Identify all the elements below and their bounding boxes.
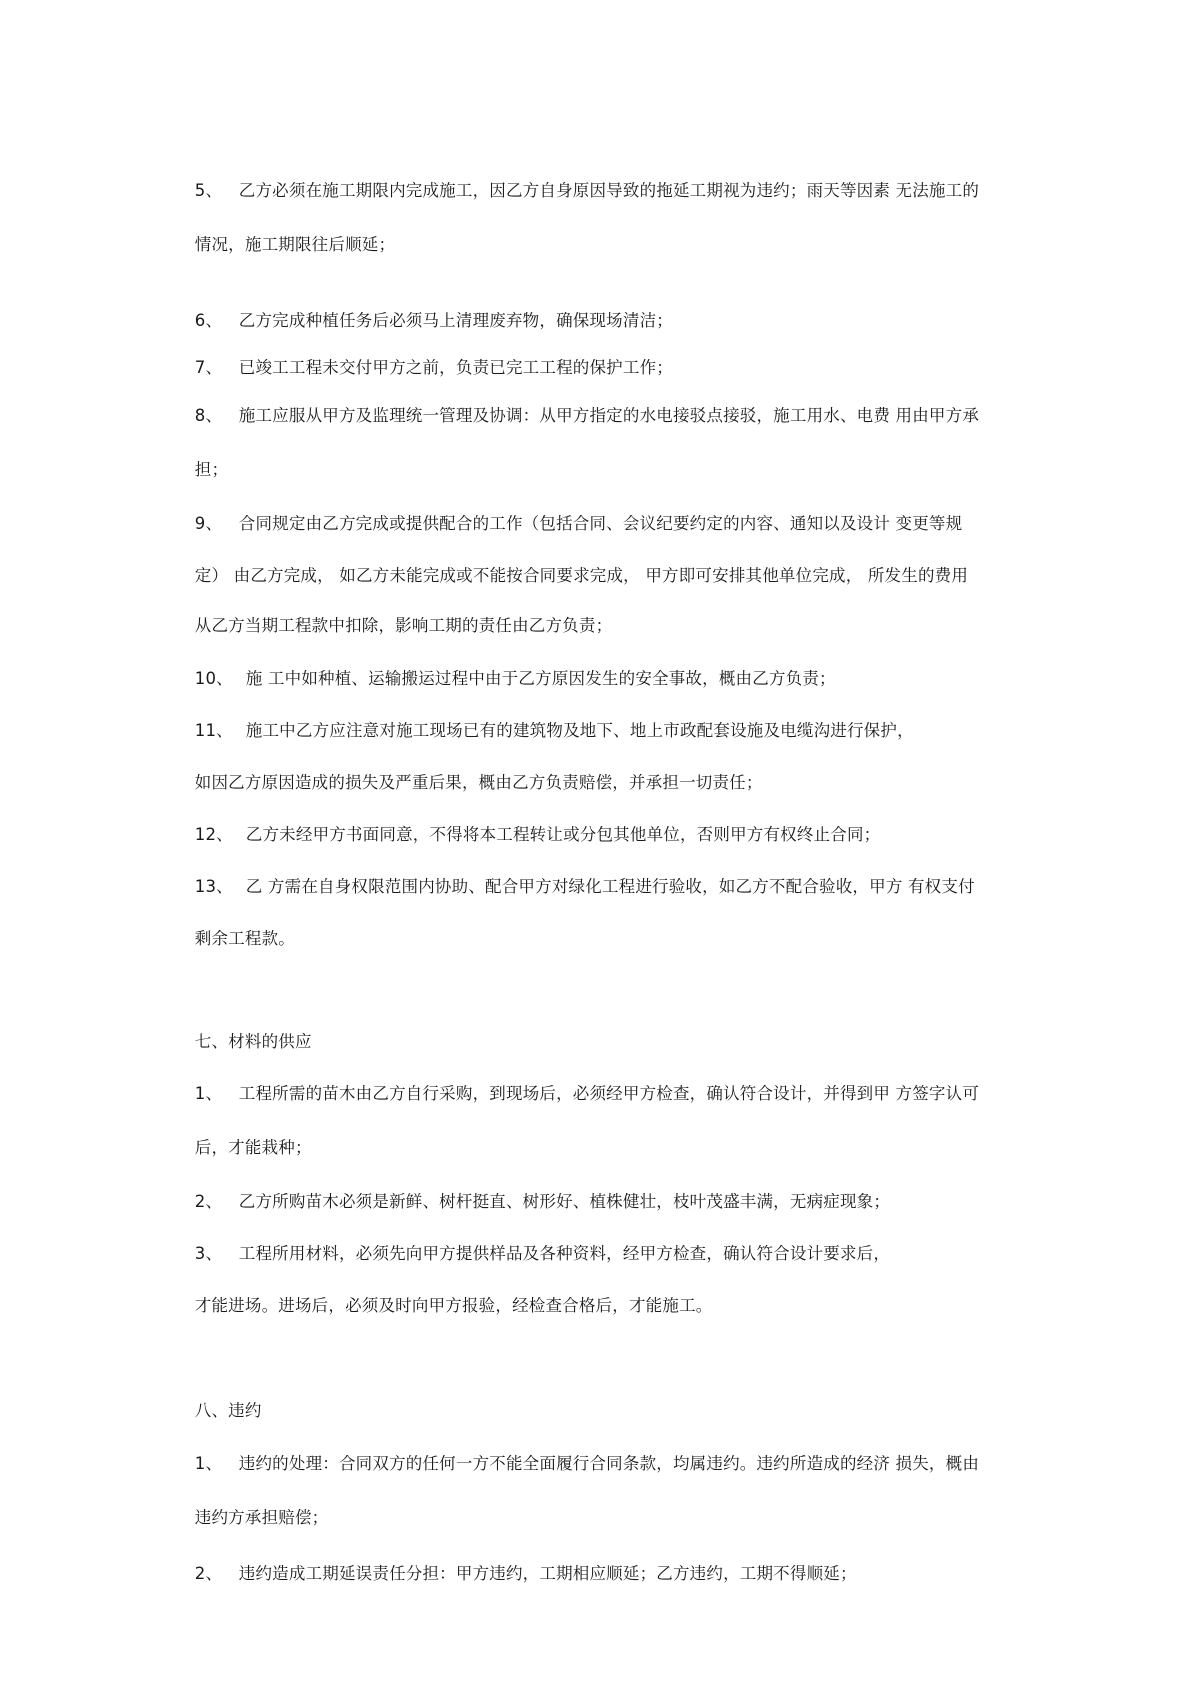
clause-8 [173, 380, 979, 452]
clause-text: 乙方必须在施工期限内完成施工，因乙方自身原因导致的拖延工期视为违约；雨天等因素 无法施工的 [238, 181, 980, 200]
clause-text: 乙方未经甲方书面同意，不得将本工程转让或分包其他单位，否则甲方有权终止合同； [245, 825, 881, 844]
clause-text: 已竣工工程未交付甲方之前，负责已完工工程的保护工作； [238, 358, 673, 377]
clause-number: 7、 [194, 358, 223, 377]
clause-text: 后，才能栽种； [194, 1138, 312, 1157]
clause-text: 合同规定由乙方完成或提供配合的工作（包括合同、会议纪要约定的内容、通知以及设计 变更等规 [238, 514, 963, 533]
clause-text: 违约方承担赔偿； [194, 1508, 329, 1527]
clause-5-cont [173, 209, 395, 281]
clause-text: 乙方完成种植任务后必须马上清理废弃物，确保现场清洁； [238, 311, 673, 330]
section-7-heading: 七、材料的供应 [194, 1032, 312, 1051]
section-7-item-3-cont [173, 1270, 712, 1342]
clause-number: 8、 [194, 406, 223, 425]
section-8-item-2 [173, 1538, 857, 1610]
clause-number: 2、 [194, 1192, 223, 1211]
clause-text: 定） 由乙方完成， 如乙方未能完成或不能按合同要求完成， 甲方即可安排其他单位完成， 所发生的费用 [194, 566, 969, 585]
clause-text: 情况，施工期限往后顺延； [194, 235, 396, 254]
clause-number: 1、 [194, 1454, 223, 1473]
clause-text: 才能进场。进场后，必须及时向甲方报验，经检查合格后，才能施工。 [194, 1296, 713, 1315]
clause-text: 违约造成工期延误责任分担：甲方违约，工期相应顺延；乙方违约，工期不得顺延； [238, 1564, 857, 1583]
clause-text: 施工应服从甲方及监理统一管理及协调：从甲方指定的水电接驳点接驳，施工用水、电费 用由甲方承 [238, 406, 980, 425]
clause-text: 担； [194, 460, 229, 479]
clause-number: 3、 [194, 1244, 223, 1263]
clause-number: 6、 [194, 311, 223, 330]
clause-number: 10、 [194, 669, 233, 688]
clause-number: 5、 [194, 181, 223, 200]
clause-number: 12、 [194, 825, 233, 844]
clause-number: 13、 [194, 877, 233, 896]
clause-text: 工程所用材料，必须先向甲方提供样品及各种资料，经甲方检查，确认符合设计要求后， [238, 1244, 891, 1263]
clause-text: 乙方所购苗木必须是新鲜、树杆挺直、树形好、植株健壮，枝叶茂盛丰满，无病症现象； [238, 1192, 891, 1211]
clause-text: 工程所需的苗木由乙方自行采购，到现场后，必须经甲方检查，确认符合设计，并得到甲 方签字认可 [238, 1084, 980, 1103]
clause-text: 如因乙方原因造成的损失及严重后果，概由乙方负责赔偿，并承担一切责任； [194, 773, 763, 792]
clause-number: 9、 [194, 514, 223, 533]
clause-13-cont [173, 903, 295, 975]
clause-text: 施工中乙方应注意对施工现场已有的建筑物及地下、地上市政配套设施及电缆沟进行保护， [245, 721, 914, 740]
clause-number: 11、 [194, 721, 233, 740]
section-8-heading: 八、违约 [194, 1401, 262, 1420]
clause-text: 施 工中如种植、运输搬运过程中由于乙方原因发生的安全事故，概由乙方负责； [245, 669, 836, 688]
clause-number: 1、 [194, 1084, 223, 1103]
clause-text: 剩余工程款。 [194, 929, 295, 948]
clause-number: 2、 [194, 1564, 223, 1583]
clause-text: 违约的处理：合同双方的任何一方不能全面履行合同条款，均属违约。违约所造成的经济 损失，概由 [238, 1454, 980, 1473]
clause-text: 乙 方需在自身权限范围内协助、配合甲方对绿化工程进行验收，如乙方不配合验收，甲方 有权支付 [245, 877, 975, 896]
clause-text: 从乙方当期工程款中扣除，影响工期的责任由乙方负责； [194, 616, 613, 635]
